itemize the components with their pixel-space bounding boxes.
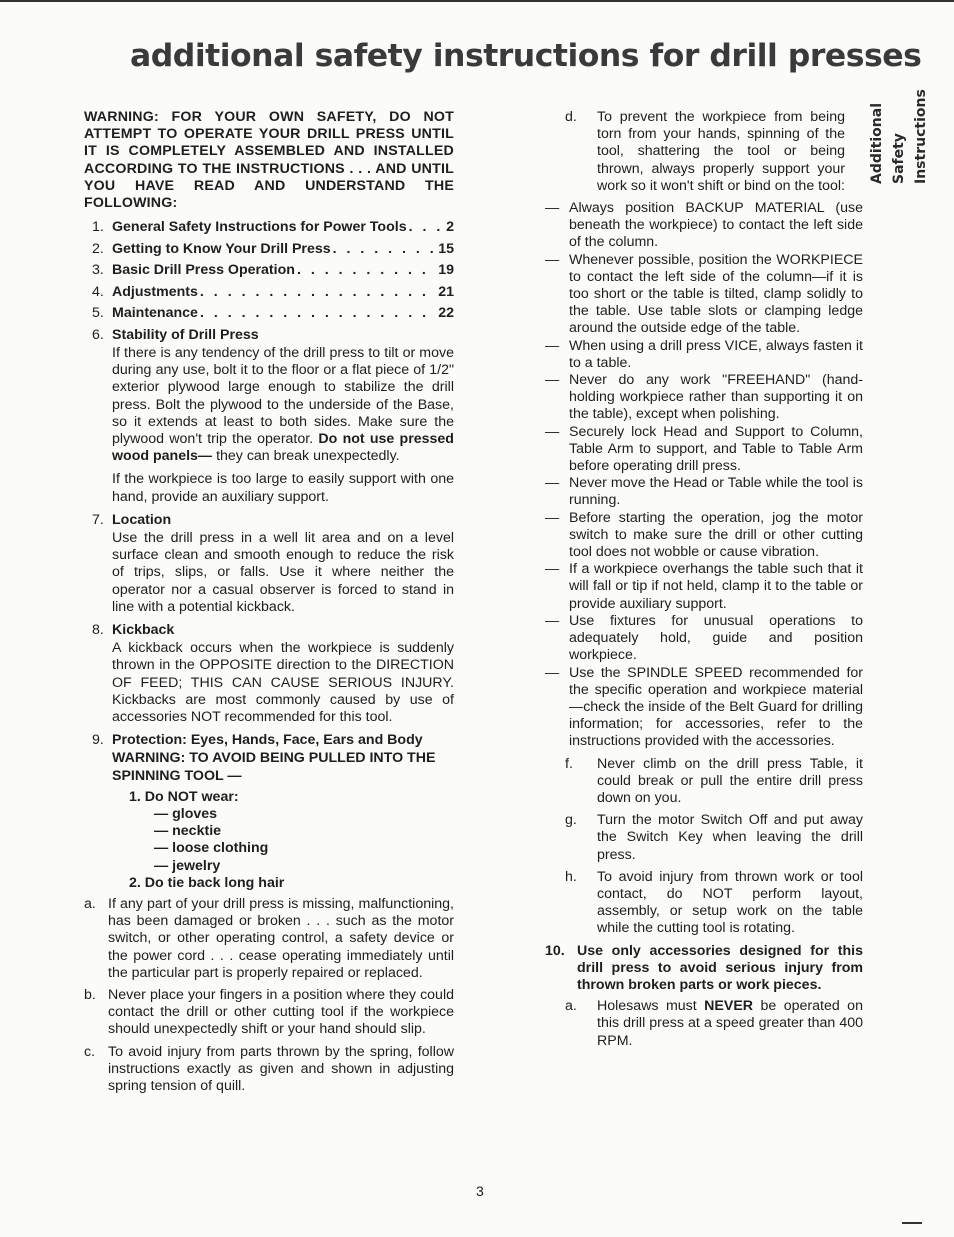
- item-f: f. Never climb on the drill press Table, it could break or pull the entire drill press down on you.: [565, 755, 863, 806]
- list-item: — necktie: [154, 823, 222, 840]
- do-not-wear-list: [129, 789, 454, 892]
- warning-heading: WARNING: FOR YOUR OWN SAFETY, DO NOT ATTEMPT TO OPERATE YOUR DRILL PRESS UNTIL IT IS COMPLETELY ASSEMBLED AND INSTALLED ACCORDING TO THE INSTRUCTIONS . . . AND UNTIL YOU HAVE READ AND UNDERSTAND THE FOLLOWING:: [84, 109, 454, 212]
- toc-page: 15: [438, 240, 454, 257]
- dash-item: — Use fixtures for unusual operations to adequately hold, guide and position workpiece.: [545, 613, 863, 665]
- list-item: — gloves: [154, 806, 218, 822]
- section-title: Use only accessories designed for this drill press to avoid serious injury from thrown broken parts or work pieces.: [577, 942, 863, 993]
- section-protection: [84, 732, 454, 892]
- toc-page: 19: [438, 262, 454, 279]
- dash-item: — Whenever possible, position the WORKPIECE to contact the left side of the column—if it is too short or the table is tilted, clamp solidly to the table. Use table slots or clamping ledge around the outside edge of the table.: [545, 252, 863, 338]
- dash-item: — Securely lock Head and Support to Column, Table Arm to support, and Table to Table Arm before operating drill press.: [545, 424, 863, 476]
- toc-leader: [200, 305, 436, 322]
- side-tab-line-2: Instructions: [913, 89, 929, 184]
- section-number: 8.: [92, 621, 104, 638]
- toc-list: [84, 219, 454, 892]
- toc-number: 1.: [92, 219, 104, 236]
- toc-page: 2: [446, 219, 454, 236]
- dash-item: — If a workpiece overhangs the table such that it will fall or tip if not held, clamp it to the table or provide auxiliary support.: [545, 561, 863, 613]
- toc-item: [84, 284, 454, 301]
- section-paragraph: Use the drill press in a well lit area and on a level surface clean and smooth enough to reduce the risk of trips, slips, or falls. Use it where neither the operator nor a casual observer is forced to stand in line with a potential kickback.: [112, 529, 454, 615]
- item-10a: a. Holesaws must NEVER be operated on this drill press at a speed greater than 400 RPM.: [565, 998, 863, 1049]
- toc-label: Basic Drill Press Operation: [112, 262, 295, 279]
- list-item: — jewelry: [154, 857, 221, 874]
- section-title: Kickback: [112, 621, 175, 638]
- dash-item: — Never move the Head or Table while the tool is running.: [545, 475, 863, 509]
- section-paragraph: If the workpiece is too large to easily support with one hand, provide an auxiliary support.: [112, 471, 454, 505]
- list-item: — loose clothing: [154, 840, 269, 857]
- toc-label: General Safety Instructions for Power Tools: [112, 219, 407, 236]
- section-title: Stability of Drill Press: [112, 326, 259, 343]
- toc-label: Getting to Know Your Drill Press: [112, 240, 331, 257]
- section-paragraph: If there is any tendency of the drill press to tilt or move during any use, bolt it to the floor or a flat piece of 1/2" exterior plywood large enough to stabilize the drill press. Bolt the plywood to the underside of the Base, so it extends at least to both sides. Make sure the plywood won't trip the operator. Do not use pressed wood panels— they can break unexpectedly.: [112, 344, 454, 465]
- item-d: d. To prevent the workpiece from being torn from your hands, spinning of the tool, shattering the tool or being thrown, always properly support your work so it won't shift or bind on the tool:: [565, 109, 845, 194]
- dash-item: — Never do any work "FREEHAND" (hand-holding workpiece rather than supporting it on the table), except when polishing.: [545, 372, 863, 424]
- item-g: g. Turn the motor Switch Off and put away the Switch Key when leaving the drill press.: [565, 812, 863, 863]
- dash-item: — Always position BACKUP MATERIAL (use beneath the workpiece) to contact the left side of the column.: [545, 200, 863, 252]
- page-number: 3: [476, 1183, 484, 1199]
- section-number: 10.: [545, 942, 565, 959]
- item-b: b. Never place your fingers in a position where they could contact the drill or other cutting tool if the workpiece should unexpectedly shift or your hand should slip.: [84, 987, 454, 1038]
- item-c: c. To avoid injury from parts thrown by the spring, follow instructions exactly as given and shown in adjusting spring tension of quill.: [84, 1043, 454, 1095]
- section-accessories: [545, 943, 863, 995]
- section-stability: [84, 327, 454, 506]
- section-location: [84, 512, 454, 616]
- toc-item: [84, 241, 454, 258]
- page-title: additional safety instructions for drill presses: [130, 38, 922, 74]
- section-paragraph: A kickback occurs when the workpiece is suddenly thrown in the OPPOSITE direction to the DIRECTION OF FEED; THIS CAN CAUSE SERIOUS INJURY. Kickbacks are most commonly caused by use of accessories NOT recommended for this tool.: [112, 640, 454, 725]
- side-tab: [866, 64, 929, 184]
- toc-number: 4.: [92, 283, 104, 300]
- protection-warning: WARNING: TO AVOID BEING PULLED INTO THE SPINNING TOOL —: [112, 750, 436, 784]
- toc-item: [84, 219, 454, 236]
- section-number: 7.: [92, 511, 104, 528]
- sub-heading: 2. Do tie back long hair: [129, 874, 285, 891]
- side-tab-line-1: Additional Safety: [869, 103, 907, 184]
- toc-page: 22: [438, 305, 454, 322]
- dash-item: — Use the SPINDLE SPEED recommended for the specific operation and workpiece material—check the inside of the Belt Guard for drilling information; for accessories, refer to the instructions provided with the accessories.: [545, 665, 863, 751]
- toc-label: Adjustments: [112, 283, 198, 300]
- toc-item: [84, 305, 454, 322]
- section-title: Protection: Eyes, Hands, Face, Ears and Body: [112, 732, 423, 749]
- item-a: a. If any part of your drill press is missing, malfunctioning, has been damaged or broken . . . such as the motor switch, or other operating control, a safety device or the power cord . . . cease operating immediately until the particular part is properly repaired or replaced.: [84, 896, 454, 981]
- top-rule: [0, 0, 954, 2]
- item-h: h. To avoid injury from thrown work or tool contact, do NOT perform layout, assembly, or setup work on the table while the cutting tool is rotating.: [565, 868, 863, 937]
- toc-leader: [409, 219, 445, 236]
- section-kickback: [84, 622, 454, 726]
- toc-number: 5.: [92, 305, 104, 322]
- right-column: [545, 109, 863, 1055]
- toc-leader: [297, 262, 436, 279]
- toc-number: 2.: [92, 240, 104, 257]
- toc-leader: [333, 241, 437, 258]
- section-number: 6.: [92, 326, 104, 343]
- toc-page: 21: [438, 283, 454, 300]
- toc-label: Maintenance: [112, 305, 198, 322]
- toc-leader: [200, 284, 436, 301]
- corner-mark: [902, 1222, 922, 1224]
- toc-number: 3.: [92, 262, 104, 279]
- section-title: Location: [112, 511, 172, 528]
- dash-item: — Before starting the operation, jog the motor switch to make sure the drill or other cutting tool does not wobble or cause vibration.: [545, 510, 863, 562]
- sub-heading: 1. Do NOT wear:: [129, 788, 239, 805]
- left-column: [84, 109, 454, 1100]
- dash-item: — When using a drill press VICE, always fasten it to a table.: [545, 338, 863, 372]
- section-number: 9.: [92, 732, 104, 749]
- toc-item: [84, 262, 454, 279]
